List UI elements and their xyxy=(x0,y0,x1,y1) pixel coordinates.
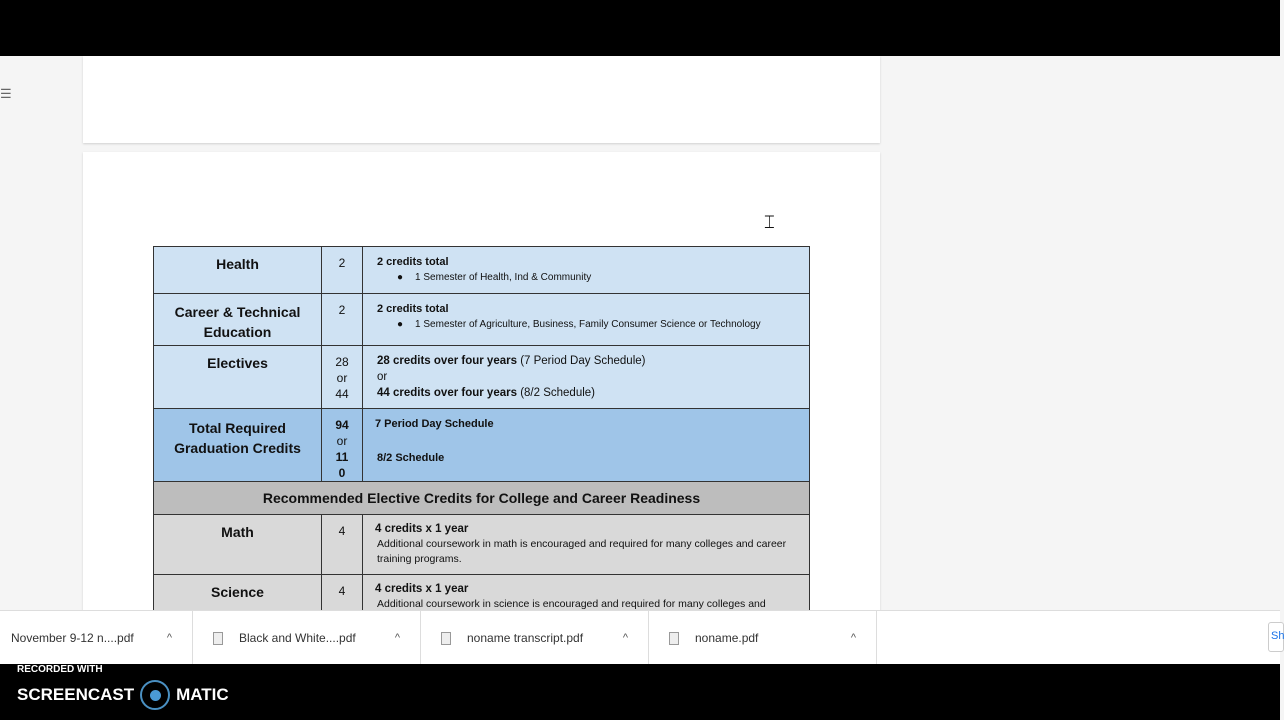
top-bar xyxy=(0,0,1280,56)
details-cell xyxy=(363,294,810,346)
text-cursor-icon: ⌶ xyxy=(764,212,775,233)
details-bold: 44 credits over four years xyxy=(377,387,517,399)
download-item[interactable] xyxy=(649,611,877,665)
details-bold: 7 Period Day Schedule xyxy=(375,418,494,430)
credits-cell: 2 xyxy=(322,294,363,346)
subject-cell: Electives xyxy=(154,346,322,409)
chevron-up-icon[interactable]: ^ xyxy=(166,632,172,644)
section-header-row xyxy=(154,482,810,515)
chevron-up-icon[interactable]: ^ xyxy=(622,632,628,644)
details-bold: 4 credits x 1 year xyxy=(375,523,469,535)
pdf-page-previous xyxy=(83,56,880,143)
table-row xyxy=(154,515,810,575)
bullet-item: ● 1 Semester of Health, Ind & Community xyxy=(397,272,592,283)
table-row xyxy=(154,247,810,294)
details-bold: 8/2 Schedule xyxy=(377,452,445,464)
details-bold: 4 credits x 1 year xyxy=(375,583,469,595)
credits-value: 0 xyxy=(338,466,346,480)
downloads-bar xyxy=(0,610,1280,664)
watermark-recorded-text: RECORDED WITH xyxy=(17,664,103,675)
download-filename: noname transcript.pdf xyxy=(467,631,584,645)
table-row xyxy=(154,294,810,346)
pdf-page xyxy=(83,152,880,622)
section-header: Recommended Elective Credits for College and Career Readiness xyxy=(154,482,810,515)
details-text: Additional coursework in science is encouraged and required for many colleges and xyxy=(377,598,766,610)
details-bold: 2 credits total xyxy=(377,256,449,268)
credits-value: 44 xyxy=(335,387,349,401)
credits-cell xyxy=(322,409,363,482)
subject-cell: Math xyxy=(154,515,322,575)
credits-value: or xyxy=(336,434,348,448)
credits-value: 11 xyxy=(335,450,349,464)
bullet-item: ● 1 Semester of Agriculture, Business, Family Consumer Science or Technology xyxy=(397,319,761,330)
subject-cell: Science xyxy=(154,575,322,620)
bullet-text: 1 Semester of Agriculture, Business, Family Consumer Science or Technology xyxy=(415,319,761,330)
pdf-file-icon xyxy=(213,632,223,645)
download-filename: noname.pdf xyxy=(695,631,759,645)
chevron-up-icon[interactable]: ^ xyxy=(394,632,400,644)
download-item[interactable] xyxy=(0,611,193,665)
credits-value: 28 xyxy=(335,355,349,369)
credits-cell: 4 xyxy=(322,575,363,620)
graduation-credits-table xyxy=(153,246,810,620)
watermark-right-text: MATIC xyxy=(176,685,229,704)
document-outline-icon[interactable]: ☰ xyxy=(0,86,12,101)
table-row xyxy=(154,409,810,482)
subject-cell: Total Required Graduation Credits xyxy=(154,409,322,482)
table-row xyxy=(154,346,810,409)
details-cell xyxy=(363,515,810,575)
pdf-file-icon xyxy=(441,632,451,645)
credits-cell: 2 xyxy=(322,247,363,294)
bullet-text: 1 Semester of Health, Ind & Community xyxy=(415,272,592,283)
credits-cell: 4 xyxy=(322,515,363,575)
download-filename: November 9-12 n....pdf xyxy=(11,631,134,645)
watermark-brand xyxy=(17,680,229,710)
show-all-button[interactable]: Sh xyxy=(1268,622,1284,652)
download-item[interactable] xyxy=(421,611,649,665)
details-text: Additional coursework in math is encouraged and required for many colleges and career training programs. xyxy=(377,538,787,565)
details-cell xyxy=(363,409,810,482)
download-item[interactable] xyxy=(193,611,421,665)
credits-value: 94 xyxy=(335,418,349,432)
screencast-watermark xyxy=(0,664,1280,720)
watermark-left-text: SCREENCAST xyxy=(17,685,135,704)
details-bold: 2 credits total xyxy=(377,303,449,315)
details-text: (7 Period Day Schedule) xyxy=(517,355,646,367)
credits-value: or xyxy=(336,371,348,385)
subject-cell: Health xyxy=(154,247,322,294)
credits-cell xyxy=(322,346,363,409)
download-filename: Black and White....pdf xyxy=(239,631,356,645)
subject-cell: Career & Technical Education xyxy=(154,294,322,346)
details-text: (8/2 Schedule) xyxy=(517,387,595,399)
details-cell xyxy=(363,346,810,409)
details-cell xyxy=(363,247,810,294)
chevron-up-icon[interactable]: ^ xyxy=(850,632,856,644)
pdf-file-icon xyxy=(669,632,679,645)
screencast-logo-icon xyxy=(140,680,170,710)
details-text: or xyxy=(377,371,388,383)
details-bold: 28 credits over four years xyxy=(377,355,517,367)
